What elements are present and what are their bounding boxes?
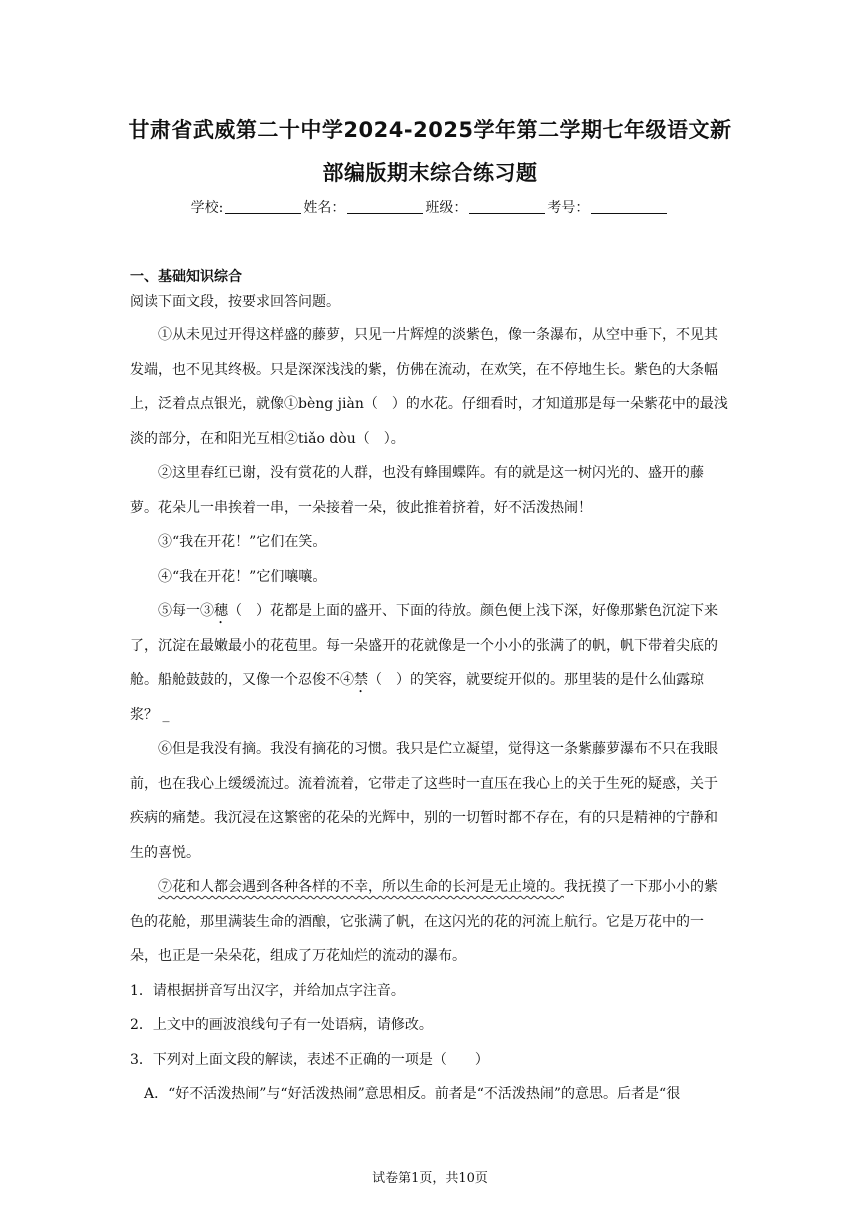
document-title-line-2: 部编版期末综合练习题 (322, 161, 538, 185)
dotted-character-jin: 禁 (354, 672, 368, 688)
name-label: 姓名： (303, 200, 346, 216)
page-footer: 试卷第1页，共10页 (372, 1171, 488, 1186)
question-3: 3．下列对上面文段的解读，表述不正确的一项是（ ） (130, 1051, 489, 1068)
paragraph-5-part-c: （ ）的笑容，就要绽开似的。那里装的是什么仙露琼浆？ _ (130, 672, 704, 723)
passage-paragraph-1: ①从未见过开得这样盛的藤萝，只见一片辉煌的淡紫色，像一条瀑布，从空中垂下，不见其发端，也不见其终极。只是深深浅浅的紫，仿佛在流动，在欢笑，在不停地生长。紫色的大条幅上，泛着点点银光，就像①bèng jiàn（ ）的水花。仔细看时，才知道那是每一朵紫花中的最浅淡的部分，在和阳光互相②tiǎo dòu（ ）。 (130, 327, 728, 447)
passage-paragraph-6: ⑥但是我没有摘。我没有摘花的习惯。我只是伫立凝望，觉得这一条紫藤萝瀑布不只在我眼前，也在我心上缓缓流过。流着流着，它带走了这些时一直压在我心上的关于生死的疑惑，关于疾病的痛楚。我沉浸在这繁密的花朵的光辉中，别的一切暂时都不存在，有的只是精神的宁静和生的喜悦。 (130, 741, 718, 861)
passage-paragraph-3: ③“我在开花！”它们在笑。 (158, 534, 327, 550)
document-title-line-1: 甘肃省武威第二十中学2024-2025学年第二学期七年级语文新 (128, 118, 732, 142)
wavy-underlined-sentence: ⑦花和人都会遇到各种各样的不幸，所以生命的长河是无止境的。 (158, 879, 564, 895)
class-blank[interactable] (469, 199, 545, 214)
question-3-option-a: A．“好不活泼热闹”与“好活泼热闹”意思相反。前者是“不活泼热闹”的意思。后者是“很 (144, 1086, 681, 1102)
passage-and-questions (130, 318, 730, 1112)
school-blank[interactable] (225, 199, 301, 214)
paragraph-5-part-b: （ ）花都是上面的盛开、下面的待放。颜色便上浅下深，好像那紫色沉淀下来了，沉淀在最嫩最小的花苞里。每一朵盛开的花就像是一个小小的张满了的帆，帆下带着尖底的舱。船舱鼓鼓的，又像一个忍俊不④ (130, 603, 718, 688)
section-heading: 一、基础知识综合 (130, 269, 242, 285)
question-1: 1．请根据拼音写出汉字，并给加点字注音。 (130, 982, 405, 999)
dotted-character-sui: 穗 (214, 603, 228, 619)
passage-paragraph-7 (130, 870, 730, 974)
passage-paragraph-4: ④“我在开花！”它们嚷嚷。 (158, 568, 327, 585)
student-info-line (0, 197, 860, 217)
exam-number-blank[interactable] (591, 199, 667, 214)
school-label: 学校: (190, 200, 224, 216)
paragraph-5-part-a: ⑤每一③ (158, 603, 214, 619)
paragraph-7-rest: 我抚摸了一下那小小的紫色的花舱，那里满装生命的酒酿，它张满了帆，在这闪光的花的河流上航行。它是万花中的一朵，也正是一朵朵花，组成了万花灿烂的流动的瀑布。 (130, 879, 718, 964)
section-instruction: 阅读下面文段，按要求回答问题。 (130, 294, 340, 310)
passage-paragraph-5 (130, 594, 730, 732)
passage-paragraph-2: ②这里春红已谢，没有赏花的人群，也没有蜂围蝶阵。有的就是这一树闪光的、盛开的藤萝。花朵儿一串挨着一串，一朵接着一朵，彼此推着挤着，好不活泼热闹！ (130, 465, 704, 516)
exam-number-label: 考号： (547, 200, 590, 216)
class-label: 班级： (425, 200, 468, 216)
name-blank[interactable] (347, 199, 423, 214)
question-2: 2．上文中的画波浪线句子有一处语病，请修改。 (130, 1017, 433, 1033)
